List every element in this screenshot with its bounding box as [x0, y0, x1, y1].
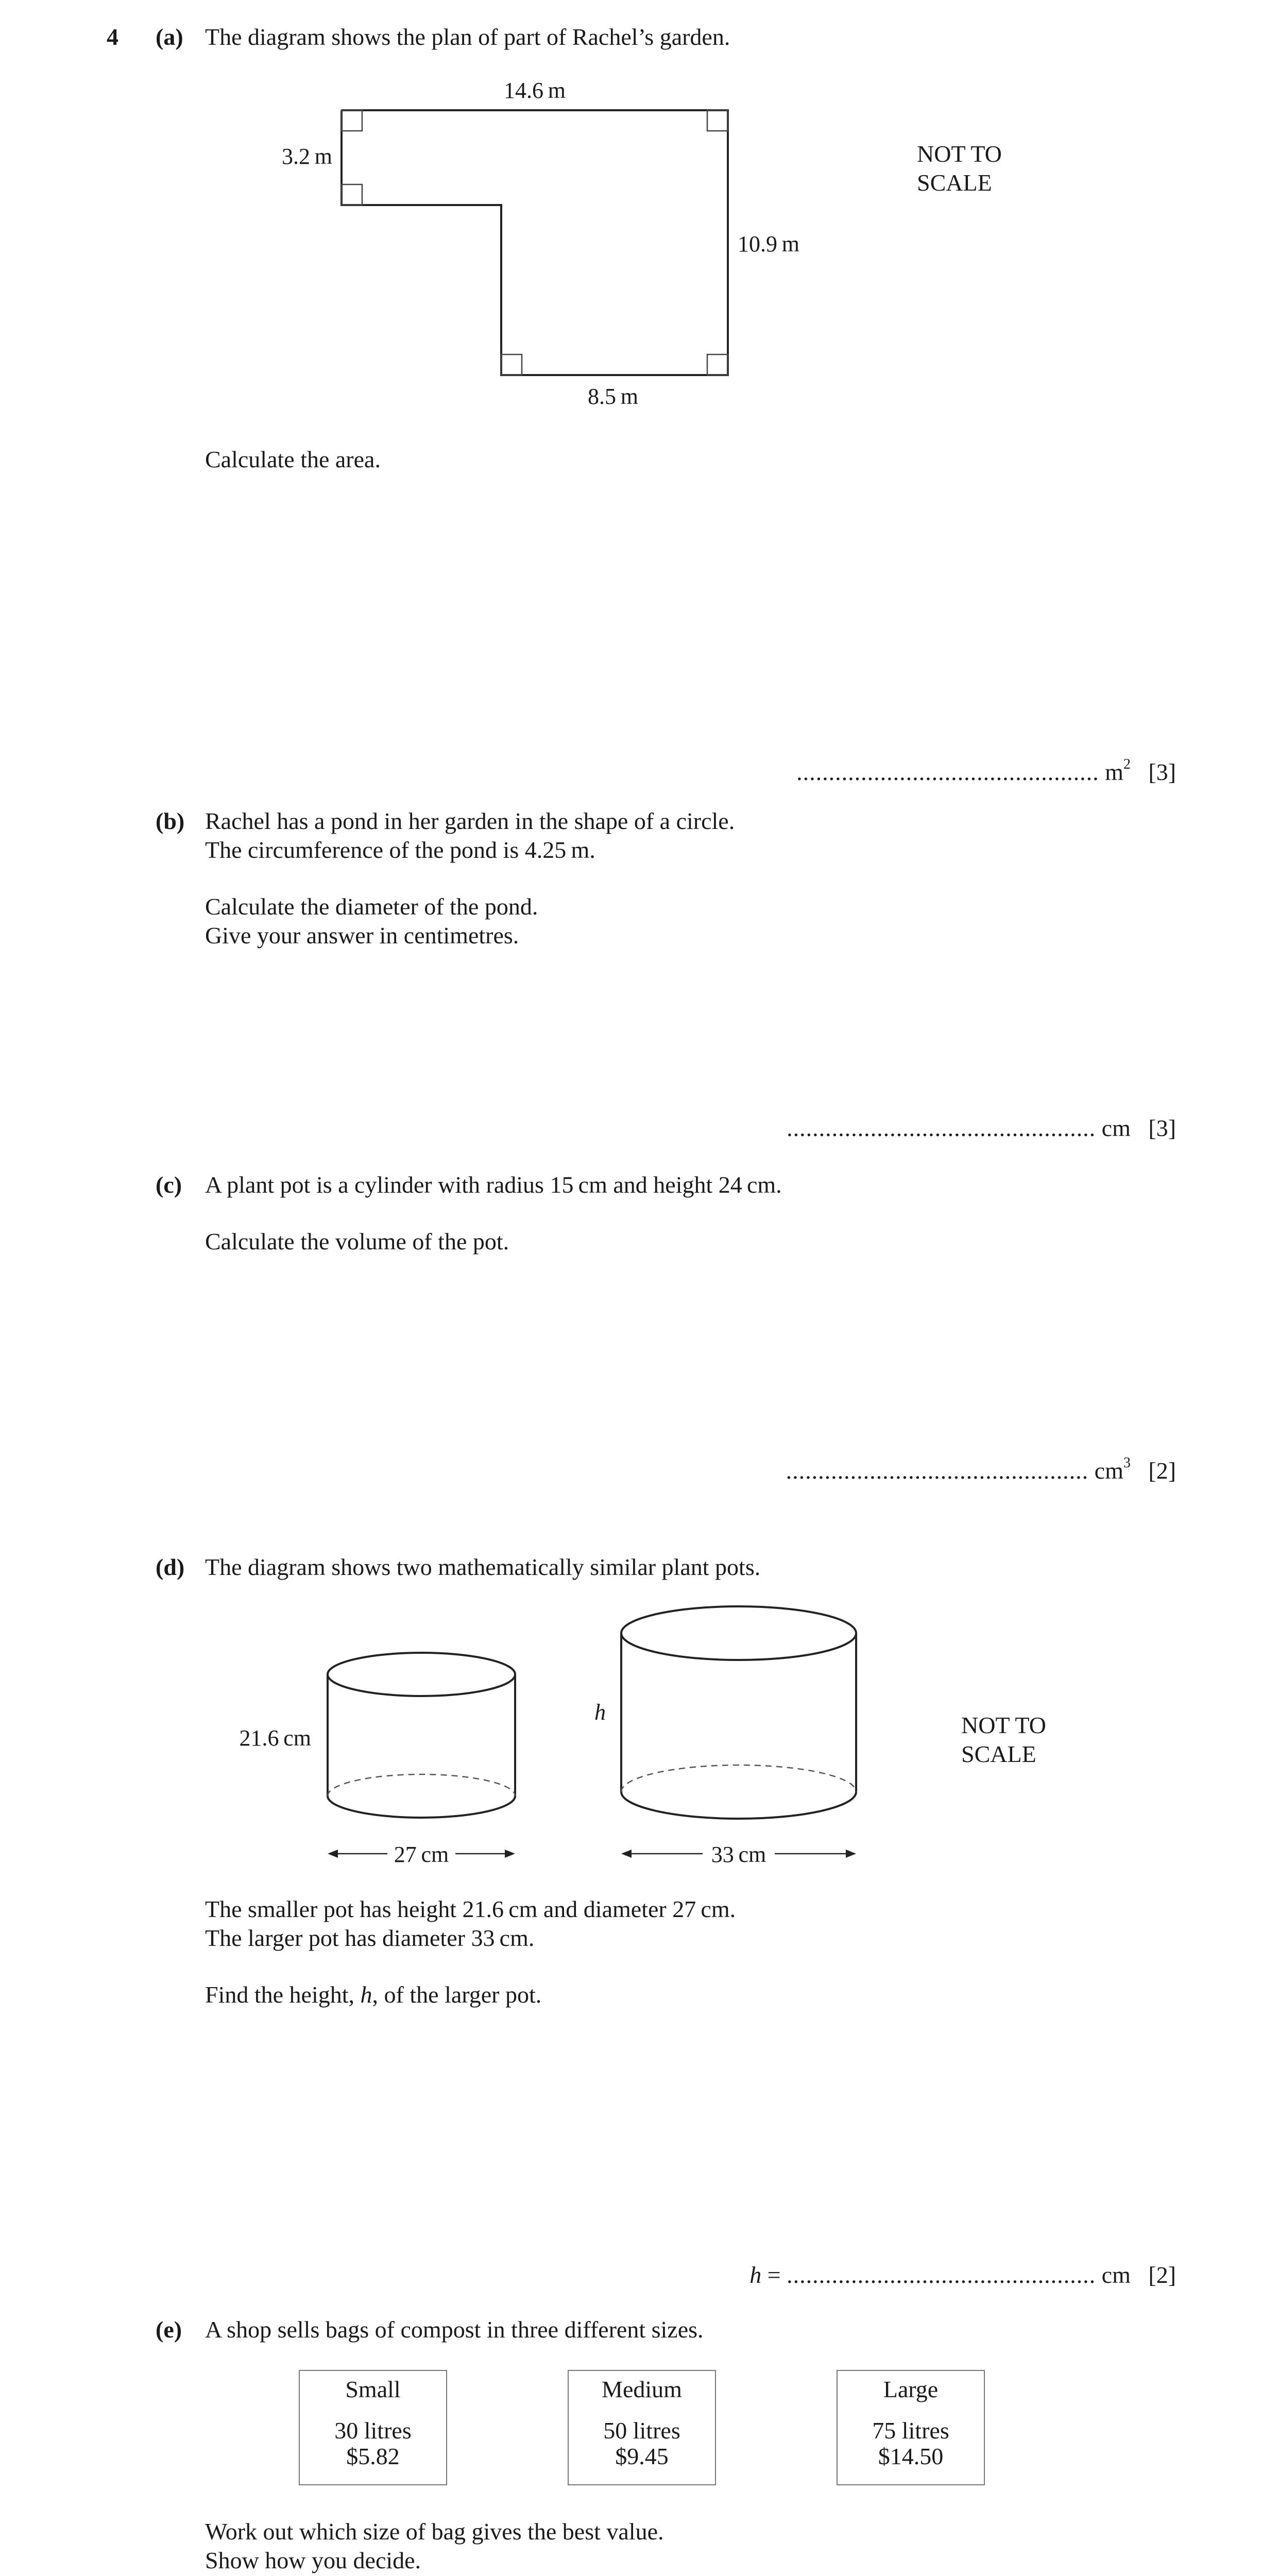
bag-volume: 75 litres — [872, 2417, 949, 2444]
bag-volume: 50 litres — [603, 2417, 680, 2444]
not-to-scale-line1: NOT TO — [917, 141, 1002, 167]
marks: [3] — [1148, 759, 1176, 785]
part-d-intro: The diagram shows two mathematically similar plant pots. — [205, 1554, 761, 1580]
small-pot-base-back — [328, 1774, 515, 1796]
question-number: 4 — [107, 24, 118, 50]
part-c-label: (c) — [156, 1172, 182, 1198]
bag-price: $5.82 — [346, 2443, 400, 2469]
part-d-line3 — [205, 1980, 541, 2009]
line3-prefix: Find the height, — [205, 1981, 361, 2008]
part-a-intro: The diagram shows the plan of part of Rachel’s garden. — [205, 24, 730, 50]
marks: [3] — [1148, 1115, 1176, 1141]
answer-unit-superscript: 3 — [1123, 1455, 1131, 1471]
part-b-line1: Rachel has a pond in her garden in the shape of a circle. — [205, 808, 735, 834]
bag-price: $14.50 — [878, 2443, 944, 2469]
answer-dots: ................................................ — [787, 1115, 1096, 1141]
answer-variable: h — [749, 2262, 762, 2288]
small-pot-top — [328, 1653, 515, 1696]
bag-name: Small — [345, 2376, 401, 2402]
large-pot-top — [621, 1606, 856, 1660]
not-to-scale-line2: SCALE — [917, 170, 992, 196]
dimension-right: 10.9 m — [738, 231, 800, 257]
marks: [2] — [1148, 1458, 1176, 1484]
arrowhead — [846, 1850, 856, 1858]
bag-name: Medium — [602, 2376, 682, 2402]
bag-box-small — [299, 2370, 447, 2485]
large-pot — [621, 1606, 856, 1819]
part-e-line2: Show how you decide. — [205, 2547, 421, 2573]
answer-unit: cm — [1094, 1458, 1123, 1484]
part-b-line2: The circumference of the pond is 4.25 m. — [205, 837, 595, 863]
large-pot-base-back — [621, 1765, 856, 1792]
dimension-bottom: 8.5 m — [587, 384, 639, 409]
part-a-instruction: Calculate the area. — [205, 446, 381, 472]
part-e-line1: Work out which size of bag gives the best value. — [205, 2518, 664, 2545]
small-pot — [328, 1653, 515, 1818]
part-b-line4: Give your answer in centimetres. — [205, 922, 519, 948]
large-pot-base-front — [621, 1792, 856, 1819]
part-d-label: (d) — [156, 1554, 185, 1580]
answer-unit: cm — [1101, 2262, 1131, 2288]
part-d-answer-line[interactable] — [749, 2261, 1176, 2290]
marks: [2] — [1148, 2262, 1176, 2288]
answer-dots: ............................................... — [786, 1458, 1089, 1484]
part-e-intro: A shop sells bags of compost in three different sizes. — [205, 2316, 704, 2343]
not-to-scale-line1: NOT TO — [961, 1712, 1046, 1738]
part-d-line2: The larger pot has diameter 33 cm. — [205, 1925, 535, 1951]
bag-box-large — [837, 2370, 985, 2485]
line3-suffix: , of the larger pot. — [372, 1981, 542, 2008]
bag-box-medium — [568, 2370, 716, 2485]
dimension-left: 3.2 m — [281, 144, 332, 169]
arrowhead — [328, 1850, 338, 1858]
variable-h: h — [360, 1981, 372, 2008]
bag-price: $9.45 — [615, 2443, 669, 2469]
answer-dots: ............................................... — [796, 759, 1099, 785]
small-pot-diameter-label: 27 cm — [394, 1842, 449, 1867]
dimension-top: 14.6 m — [503, 78, 566, 103]
large-pot-diameter-label: 33 cm — [711, 1842, 766, 1867]
small-pot-height-label: 21.6 cm — [239, 1725, 311, 1751]
part-c-line2: Calculate the volume of the pot. — [205, 1228, 509, 1255]
bag-name: Large — [883, 2376, 939, 2402]
arrowhead — [621, 1850, 632, 1858]
part-b-line3: Calculate the diameter of the pond. — [205, 893, 538, 920]
part-d-line1: The smaller pot has height 21.6 cm and diameter 27 cm. — [205, 1896, 736, 1922]
part-b-label: (b) — [156, 808, 185, 834]
answer-unit: cm — [1101, 1115, 1131, 1141]
answer-equals: = — [761, 2262, 787, 2288]
part-a-label: (a) — [156, 24, 183, 50]
answer-unit: m — [1105, 759, 1123, 785]
part-c-line1: A plant pot is a cylinder with radius 15 cm and height 24 cm. — [205, 1172, 782, 1198]
not-to-scale-line2: SCALE — [961, 1741, 1036, 1767]
small-pot-base-front — [328, 1796, 515, 1818]
answer-unit-superscript: 2 — [1123, 756, 1131, 772]
arrowhead — [505, 1850, 515, 1858]
bag-volume: 30 litres — [334, 2417, 412, 2444]
large-pot-height-label: h — [594, 1700, 606, 1725]
answer-dots: ................................................ — [787, 2262, 1096, 2288]
part-e-label: (e) — [156, 2316, 182, 2343]
